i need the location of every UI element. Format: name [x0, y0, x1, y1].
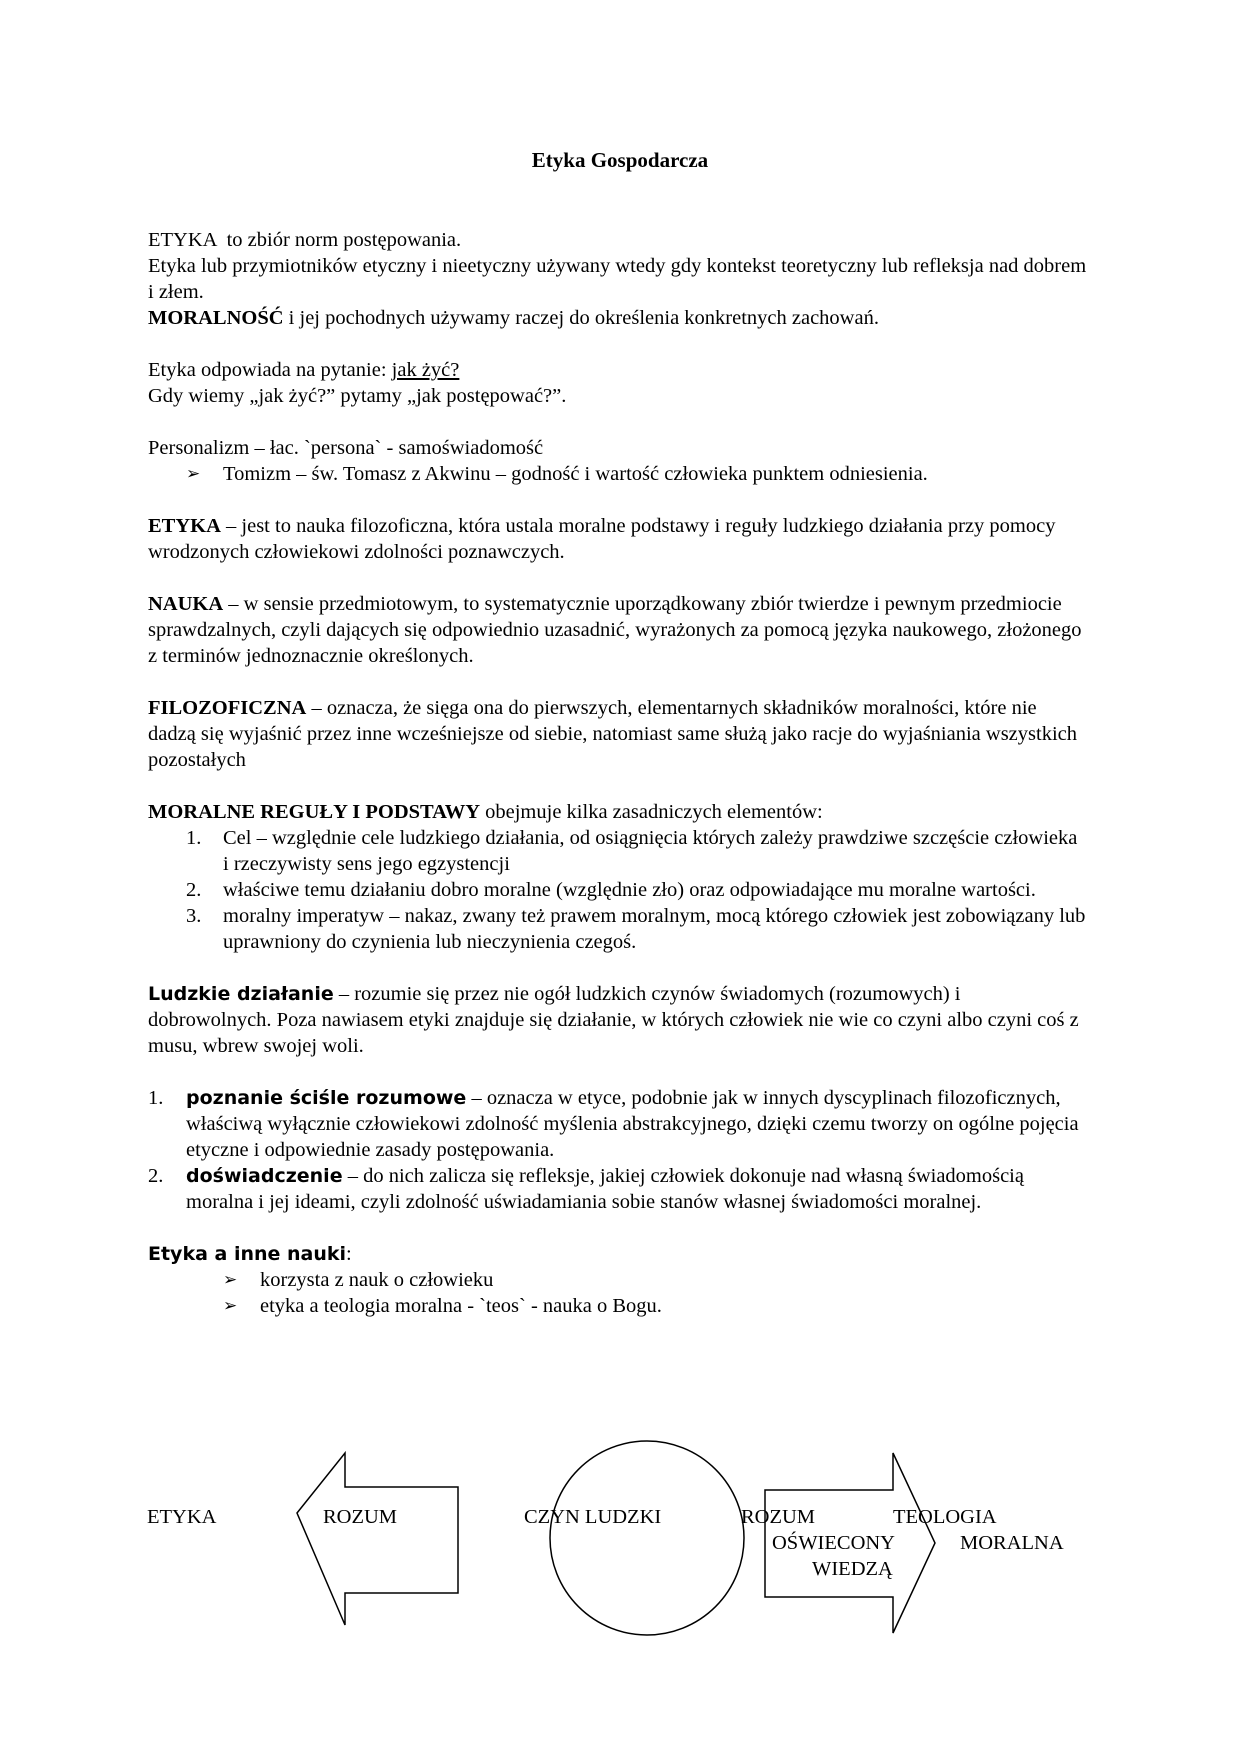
- diagram-label-moralna: MORALNA: [960, 1532, 1064, 1554]
- moralne-list: [148, 825, 1088, 955]
- question-lead: Etyka odpowiada na pytanie:: [148, 359, 392, 381]
- etyka-def-text: – jest to nauka filozoficzna, która ustala moralne podstawy i reguły ludzkiego działania przy pomocy wrodzonych człowiekowi zdolności poznawczych.: [148, 515, 1056, 563]
- moralnosc-text: i jej pochodnych używamy raczej do określenia konkretnych zachowań.: [283, 307, 879, 329]
- list-item-text: Cel – względnie cele ludzkiego działania, od osiągnięcia których zależy prawdziwe szczęście człowieka i rzeczywisty sens jego egzystencji: [223, 827, 1078, 875]
- circle-shape: [550, 1441, 744, 1635]
- list-number: 1.: [148, 1087, 164, 1109]
- diagram-label-czyn-ludzki: CZYN LUDZKI: [524, 1506, 662, 1528]
- list-item-text: – oznacza w etyce, podobnie jak w innych dyscyplinach filozoficznych, właściwą wyłącznie człowiekowi zdolność myślenia abstrakcyjnego, dzięki czemu tworzy on ogólne pojęcia etyczne i odpowiednie zasady postępowania.: [186, 1087, 1079, 1161]
- filozoficzna-def-text: – oznacza, że sięga ona do pierwszych, elementarnych składników moralności, które nie dadzą się wyjaśnić przez inne wcześniejsze od siebie, natomiast same służą jako racje do wyjaśniania wszystkich pozostałych: [148, 697, 1077, 771]
- document-body: [148, 227, 1088, 1319]
- list-item-text: – do nich zalicza się refleksje, jakiej człowiek dokonuje nad własną świadomością moralna i jej ideami, czyli zdolność uświadamiania sobie stanów własnej świadomości moralnej.: [186, 1165, 1024, 1213]
- arrow-bullet-icon: ➢: [223, 1296, 238, 1315]
- ludzkie-dzialanie-paragraph: [148, 981, 1088, 1059]
- etyka-intro-text: to zbiór norm postępowania.: [216, 229, 462, 251]
- list-item-text: właściwe temu działaniu dobro moralne (względnie zło) oraz odpowiadające mu moralne wartości.: [223, 879, 1036, 901]
- question-line: [148, 357, 1088, 383]
- moralnosc-term: MORALNOŚĆ: [148, 307, 284, 329]
- diagram-label-teologia: TEOLOGIA: [893, 1506, 997, 1528]
- diagram-label-wiedza: WIEDZĄ: [812, 1558, 893, 1580]
- left-arrow-shape: [297, 1453, 458, 1625]
- inne-nauki-heading: [148, 1241, 1088, 1267]
- list-number: 3.: [186, 905, 202, 927]
- personalizm-line: Personalizm – łac. `persona` - samoświadomość: [148, 437, 544, 459]
- list-item-term: doświadczenie: [186, 1165, 343, 1187]
- list-item: [148, 903, 1088, 955]
- filozoficzna-definition: [148, 695, 1088, 773]
- diagram-label-rozum-oswiecony: ROZUM: [741, 1506, 816, 1528]
- inne-text: :: [346, 1243, 352, 1265]
- arrow-bullet-icon: ➢: [186, 464, 201, 483]
- moralne-text: obejmuje kilka zasadniczych elementów:: [480, 801, 823, 823]
- question-followup: Gdy wiemy „jak żyć?” pytamy „jak postępować?”.: [148, 385, 567, 407]
- list-item: [148, 825, 1088, 877]
- question-link[interactable]: jak żyć?: [391, 359, 460, 381]
- list-number: 2.: [186, 879, 202, 901]
- ludzkie-text: – rozumie się przez nie ogół ludzkich czynów świadomych (rozumowych) i dobrowolnych. Poza nawiasem etyki znajduje się działanie, w których człowiek nie wie co czyni albo czyni coś z musu, wbrew swojej woli.: [148, 983, 1079, 1057]
- list-item-text: moralny imperatyw – nakaz, zwany też prawem moralnym, mocą którego człowiek jest zobowiązany lub uprawniony do czynienia lub nieczynienia czegoś.: [223, 905, 1086, 953]
- list-item: [148, 877, 1088, 903]
- etyka-def-term: ETYKA: [148, 515, 221, 537]
- poznanie-list: [148, 1085, 1088, 1215]
- ludzkie-term: Ludzkie działanie: [148, 983, 334, 1005]
- moralne-heading: [148, 799, 1088, 825]
- list-item-text: etyka a teologia moralna - `teos` - nauka o Bogu.: [260, 1295, 662, 1317]
- nauka-def-text: – w sensie przedmiotowym, to systematycznie uporządkowany zbiór twierdze i pewnym przedmiocie sprawdzalnych, czyli dających się odpowiednio uzasadnić, wyrażonych za pomocą języka naukowego, złożonego z terminów jednoznacznie określonych.: [148, 593, 1082, 667]
- list-item: [148, 1293, 1088, 1319]
- list-item-text: korzysta z nauk o człowieku: [260, 1269, 494, 1291]
- list-item: [148, 1085, 1088, 1163]
- diagram: [0, 1440, 1240, 1670]
- moralne-term: MORALNE REGUŁY I PODSTAWY: [148, 801, 481, 823]
- tomizm-text: Tomizm – św. Tomasz z Akwinu – godność i wartość człowieka punktem odniesienia.: [223, 463, 928, 485]
- tomizm-list: [148, 461, 1088, 487]
- etyka-usage: Etyka lub przymiotników etyczny i nieetyczny używany wtedy gdy kontekst teoretyczny lub refleksja nad dobrem i złem.: [148, 255, 1087, 303]
- etyka-intro: [148, 227, 1088, 253]
- list-number: 2.: [148, 1165, 164, 1187]
- list-item-term: poznanie ściśle rozumowe: [186, 1087, 467, 1109]
- inne-list: [148, 1267, 1088, 1319]
- etyka-definition: [148, 513, 1088, 565]
- diagram-label-rozum: ROZUM: [323, 1506, 398, 1528]
- document-title: Etyka Gospodarcza: [531, 148, 709, 172]
- inne-term: Etyka a inne nauki: [148, 1243, 347, 1265]
- filozoficzna-def-term: FILOZOFICZNA: [148, 697, 307, 719]
- list-item: [148, 1163, 1088, 1215]
- list-item: [148, 461, 1088, 487]
- arrow-bullet-icon: ➢: [223, 1270, 238, 1289]
- list-item: [148, 1267, 1088, 1293]
- diagram-label-oswiecony: OŚWIECONY: [772, 1532, 895, 1554]
- diagram-label-etyka: ETYKA: [147, 1506, 217, 1528]
- nauka-definition: [148, 591, 1088, 669]
- list-number: 1.: [186, 827, 202, 849]
- moralnosc-paragraph: [148, 305, 1088, 331]
- etyka-term: ETYKA: [148, 229, 217, 251]
- nauka-def-term: NAUKA: [148, 593, 224, 615]
